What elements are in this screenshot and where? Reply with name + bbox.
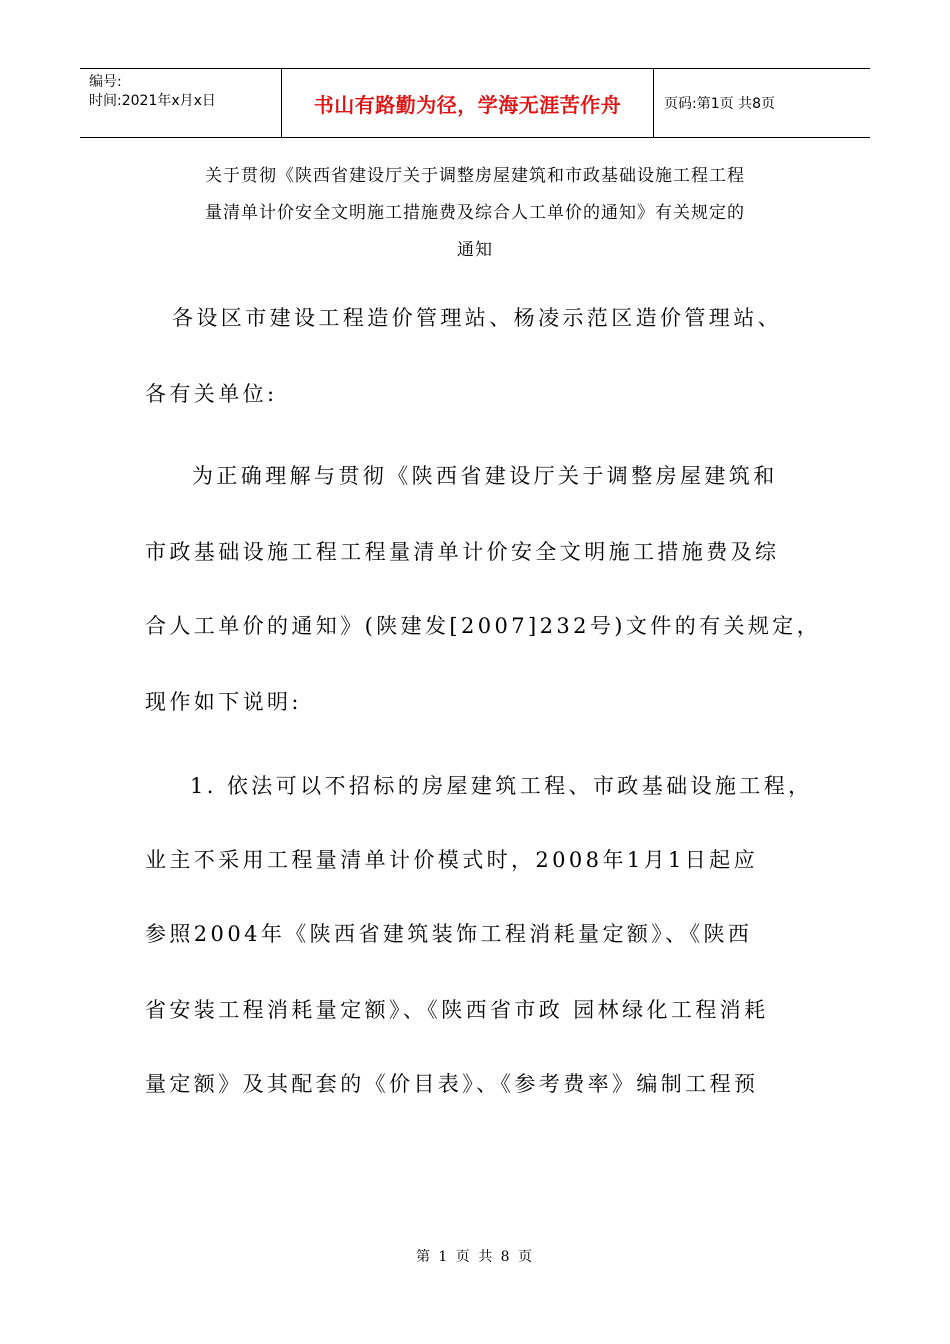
body-text-line: 各有关单位: bbox=[145, 382, 278, 406]
header-page-info: 页码:第1页 共8页 bbox=[664, 96, 775, 112]
body-text-line: 为正确理解与贯彻《陕西省建设厅关于调整房屋建筑和 bbox=[192, 464, 778, 488]
title-line: 量清单计价安全文明施工措施费及综合人工单价的通知》有关规定的 bbox=[205, 203, 745, 223]
title-line: 关于贯彻《陕西省建设厅关于调整房屋建筑和市政基础设施工程工程 bbox=[205, 166, 745, 186]
body-text-line: 合人工单价的通知》(陕建发[2007]232号)文件的有关规定， bbox=[145, 614, 822, 638]
document-number-label: 编号: bbox=[89, 74, 122, 90]
document-title bbox=[80, 158, 870, 269]
document-date: 时间:2021年x月x日 bbox=[89, 93, 216, 109]
body-text-line: 1. 依法可以不招标的房屋建筑工程、市政基础设施工程， bbox=[190, 774, 813, 798]
title-line: 通知 bbox=[457, 240, 493, 260]
body-text-line: 省安装工程消耗量定额》、《陕西省市政 园林绿化工程消耗 bbox=[145, 998, 769, 1022]
body-text-line: 量定额》及其配套的《价目表》、《参考费率》编制工程预 bbox=[145, 1072, 759, 1096]
body-text-line: 业主不采用工程量清单计价模式时，2008年1月1日起应 bbox=[145, 848, 758, 872]
header-meta-cell bbox=[80, 69, 282, 137]
body-text-line: 参照2004年《陕西省建筑装饰工程消耗量定额》、《陕西 bbox=[145, 922, 753, 946]
body-text-line: 市政基础设施工程工程量清单计价安全文明施工措施费及综 bbox=[145, 540, 780, 564]
header-motto: 书山有路勤为径，学海无涯苦作舟 bbox=[282, 69, 654, 137]
body-text-line: 现作如下说明: bbox=[145, 690, 302, 714]
page-footer: 第 1 页 共 8 页 bbox=[415, 1249, 535, 1265]
document-header bbox=[80, 68, 870, 138]
body-text-line: 各设区市建设工程造价管理站、杨凌示范区造价管理站、 bbox=[172, 306, 782, 330]
